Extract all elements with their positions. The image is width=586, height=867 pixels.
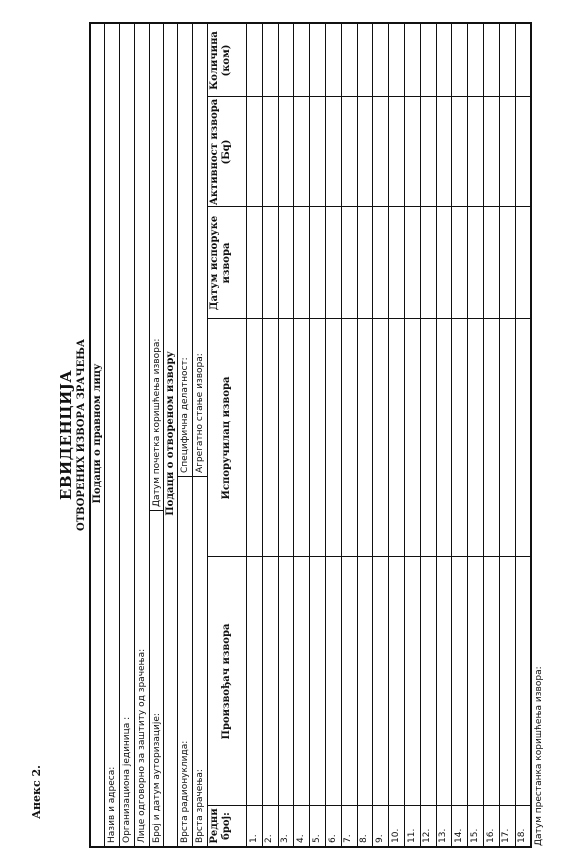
source-section (164, 24, 178, 846)
row-divider (262, 24, 263, 846)
row-number: 1. (248, 834, 259, 843)
specific-activity-label: Специфична делатност: (180, 357, 190, 473)
form-title-block (43, 22, 89, 848)
row-divider (325, 24, 326, 846)
col-header-manufacturer: Произвођач извора (221, 623, 232, 740)
row-divider (515, 24, 516, 846)
radionuclide-label: Врста радионуклида: (178, 476, 192, 846)
radiation-type-label: Врста зрачења: (193, 476, 207, 846)
row-divider (357, 24, 358, 846)
source-section-title: Подаци о отвореном извору (165, 351, 176, 516)
row-number: 6. (327, 834, 338, 843)
row-divider (499, 24, 500, 846)
col-header-supplier: Испоручилац извора (221, 376, 232, 500)
name-address-label: Назив и адреса: (107, 766, 117, 843)
row-divider (388, 24, 389, 846)
radiation-type-row (193, 24, 208, 846)
col-divider (208, 556, 530, 557)
row-divider (451, 24, 452, 846)
row-number: 15. (469, 828, 480, 843)
name-address-row (105, 24, 120, 846)
col-header-activity: Активност извора (Бq) (209, 98, 232, 206)
evidence-form (43, 22, 544, 848)
row-number: 16. (485, 828, 496, 843)
row-number: 7. (343, 834, 354, 843)
row-number: 12. (422, 828, 433, 843)
row-divider (372, 24, 373, 846)
end-date-label: Датум престанка коришћења извора: (534, 666, 544, 846)
authorization-row (150, 24, 164, 846)
col-header-delivery-date: Датум испоруке извора (209, 215, 232, 311)
row-number: 9. (374, 834, 385, 843)
legal-entity-section (91, 24, 105, 846)
row-divider (309, 24, 310, 846)
row-divider (404, 24, 405, 846)
org-unit-label: Организациона јединица : (122, 716, 132, 843)
row-number: 8. (359, 834, 370, 843)
col-header-quantity: Количина (ком) (209, 31, 232, 90)
col-divider (208, 96, 530, 97)
col-divider (208, 318, 530, 319)
physical-state-label: Агрегатно стање извора: (195, 353, 205, 473)
row-number: 4. (295, 834, 306, 843)
col-divider (208, 206, 530, 207)
row-divider (341, 24, 342, 846)
responsible-person-label: Лице одговорно за заштиту од зрачења: (137, 648, 147, 843)
radionuclide-row (178, 24, 193, 846)
row-divider (293, 24, 294, 846)
row-divider (467, 24, 468, 846)
responsible-person-row (135, 24, 150, 846)
authorization-label: Број и датум ауторизације: (150, 510, 163, 846)
row-divider (246, 24, 247, 846)
row-divider (483, 24, 484, 846)
row-divider (278, 24, 279, 846)
row-divider (436, 24, 437, 846)
start-date-label: Датум почетка коришћења извора: (152, 338, 162, 507)
org-unit-row (120, 24, 135, 846)
form-grid (89, 22, 532, 848)
legal-entity-section-title: Подаци о правном лицу (92, 363, 103, 504)
col-header-ordinal: Редни број: (209, 808, 232, 844)
row-number: 14. (453, 828, 464, 843)
row-number: 11. (406, 828, 417, 843)
row-number: 5. (311, 834, 322, 843)
row-number: 3. (280, 834, 291, 843)
form-title: ЕВИДЕНЦИЈА (57, 369, 75, 501)
annex-label: Анекс 2. (30, 765, 43, 819)
row-number: 2. (264, 834, 275, 843)
row-number: 13. (438, 828, 449, 843)
row-number: 10. (390, 828, 401, 843)
form-subtitle: ОТВОРЕНИХ ИЗВОРА ЗРАЧЕЊА (76, 339, 87, 531)
row-divider (420, 24, 421, 846)
row-number: 17. (501, 828, 512, 843)
row-number: 18. (517, 828, 528, 843)
